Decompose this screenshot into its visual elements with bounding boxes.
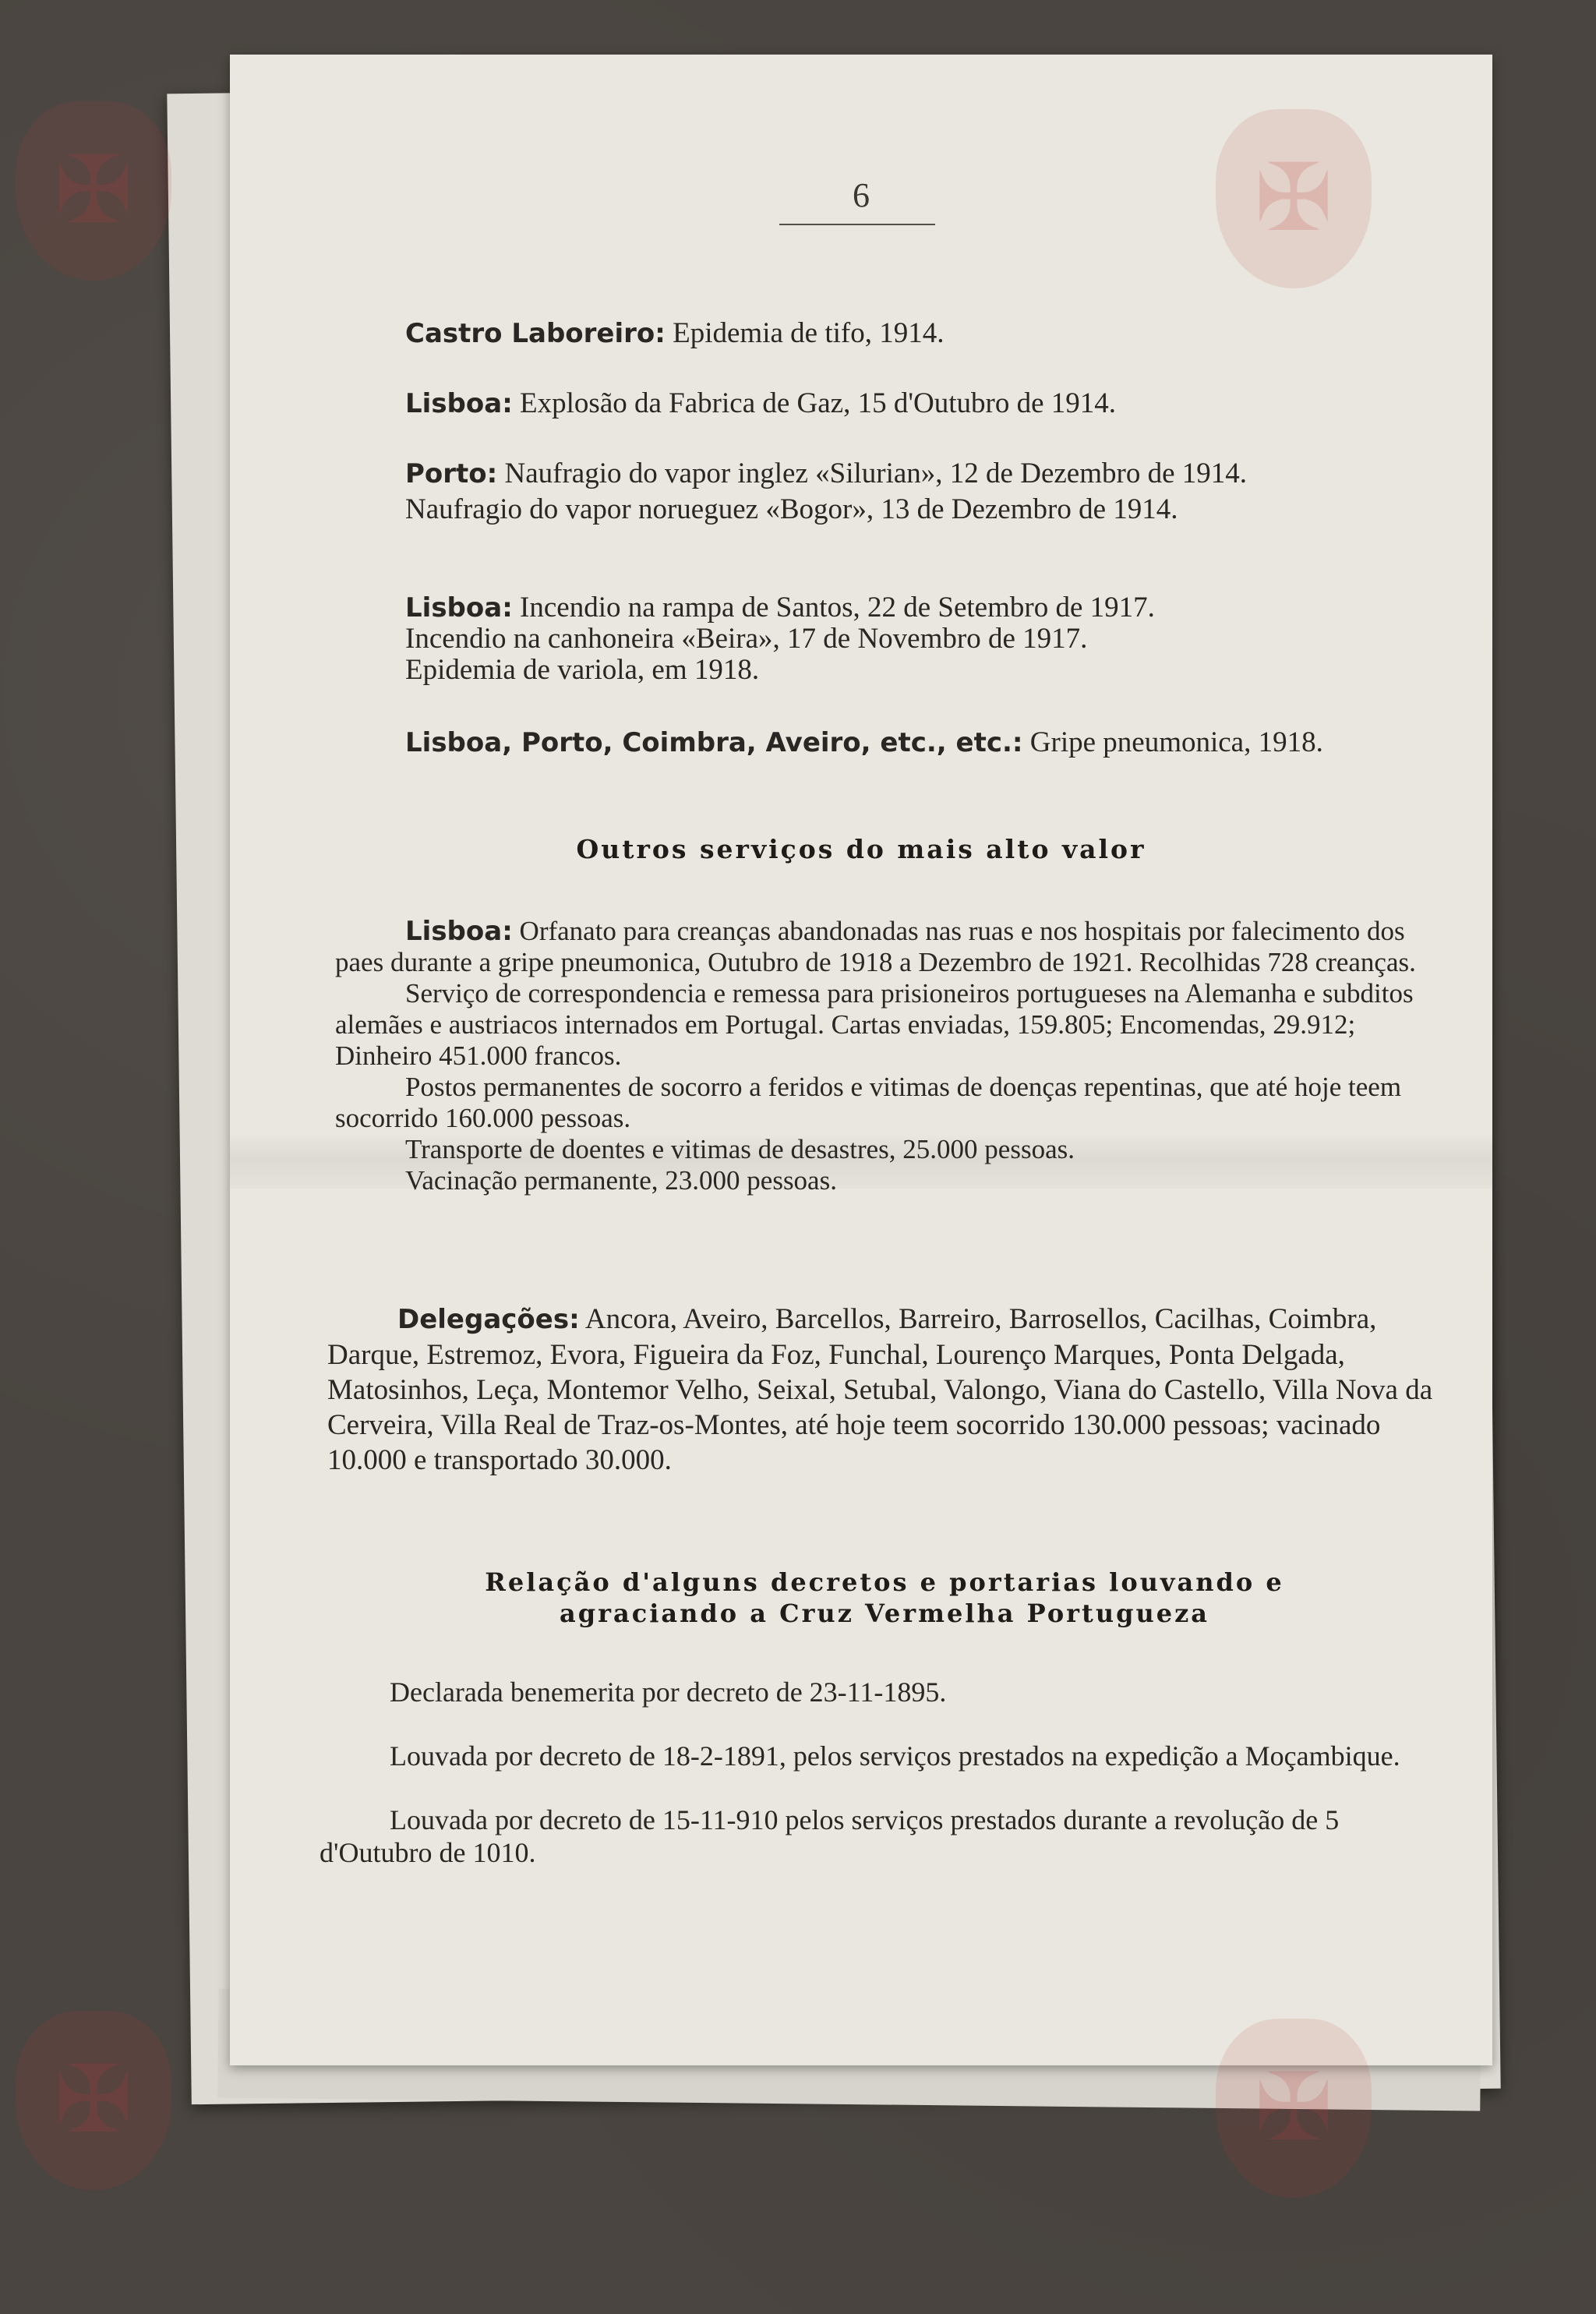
incident-extra: Naufragio do vapor norueguez «Bogor», 13 de Dezembro de 1914. <box>405 493 1178 525</box>
incident-text: Naufragio do vapor inglez «Silurian», 12 de Dezembro de 1914. <box>504 458 1247 489</box>
incident-place: Lisboa: <box>405 592 513 624</box>
other-paragraph-1: Orfanato para creanças abandonadas nas ruas e nos hospitais por falecimento dos paes durante a gripe pneumonica, Outubro de 1918 a Dezembro de 1921. Recolhidas 728 creanças. <box>335 916 1416 977</box>
decree-item-1: Declarada benemerita por decreto de 23-11-1895. <box>390 1676 947 1708</box>
document-page <box>230 55 1492 2065</box>
decrees-title-line1: Relação d'alguns decretos e portarias louvando e <box>485 1567 1284 1597</box>
incident-extra2: Epidemia de variola, em 1918. <box>405 654 760 686</box>
incident-place: Lisboa, Porto, Coimbra, Aveiro, etc., etc.: <box>405 727 1023 758</box>
incident-place: Lisboa: <box>405 388 513 419</box>
watermark-cross-icon: ✠ <box>1216 2019 1372 2198</box>
delegations-text: Ancora, Aveiro, Barcellos, Barreiro, Barrosellos, Cacilhas, Coimbra, Darque, Estremoz, Evora, Figueira da Foz, Funchal, Lourenço Marques, Ponta Delgada, Matosinhos, Leça, Montemor Velho, Seixal, Setubal, Valongo, Viana do Castello, Villa Nova da Cerveira, Villa Real de Traz-os-Montes, até hoje teem socorrido 130.000 pessoas; vacinado 10.000 e transportado 30.000. <box>327 1303 1433 1476</box>
incident-place: Porto: <box>405 458 498 489</box>
incident-lisboa-gaz <box>405 386 1442 422</box>
other-paragraph-5: Vacinação permanente, 23.000 pessoas. <box>405 1165 837 1196</box>
incident-extra: Incendio na canhoneira «Beira», 17 de Novembro de 1917. <box>405 623 1088 655</box>
incident-place: Castro Laboreiro: <box>405 318 666 349</box>
decrees-list <box>320 1676 1442 1869</box>
watermark-cross-icon: ✠ <box>16 2011 171 2190</box>
incident-text: Epidemia de tifo, 1914. <box>673 317 945 349</box>
delegations <box>327 1302 1442 1478</box>
other-lisboa-label: Lisboa: <box>405 916 513 947</box>
incident-lisboa-santos <box>405 592 1442 686</box>
other-paragraph-3: Postos permanentes de socorro a feridos e vitimas de doenças repentinas, que até hoje teem socorrido 160.000 pessoas. <box>335 1072 1402 1133</box>
incident-text: Explosão da Fabrica de Gaz, 15 d'Outubro de 1914. <box>520 387 1117 419</box>
watermark-cross-icon: ✠ <box>16 101 171 281</box>
page-number: 6 <box>853 176 870 214</box>
incident-text: Incendio na rampa de Santos, 22 de Setembro de 1917. <box>520 592 1155 624</box>
decree-item-2: Louvada por decreto de 18-2-1891, pelos serviços prestados na expedição a Moçambique. <box>390 1740 1400 1772</box>
decrees-title-line2: agraciando a Cruz Vermelha Portugueza <box>560 1599 1209 1628</box>
section-title-decrees <box>323 1567 1446 1629</box>
incident-text: Gripe pneumonica, 1918. <box>1029 726 1323 758</box>
decree-item-3: Louvada por decreto de 15-11-910 pelos serviços prestados durante a revolução de 5 d'Outubro de 1010. <box>320 1804 1340 1868</box>
page-number-rule <box>779 224 935 225</box>
incident-castro <box>405 316 1442 352</box>
incident-gripe <box>405 725 1442 761</box>
watermark-cross-icon: ✠ <box>1216 109 1372 288</box>
section-title-other-services: Outros serviços do mais alto valor <box>576 834 1146 864</box>
delegations-label: Delegações: <box>397 1304 580 1335</box>
other-paragraph-4: Transporte de doentes e vitimas de desastres, 25.000 pessoas. <box>405 1134 1075 1164</box>
incident-porto <box>335 456 1442 527</box>
other-services-body <box>335 916 1442 1196</box>
other-paragraph-2: Serviço de correspondencia e remessa para prisioneiros portugueses na Alemanha e subditos alemães e austriacos internados em Portugal. Cartas enviadas, 159.805; Encomendas, 29.912; Dinheiro 451.000 francos. <box>335 978 1414 1071</box>
